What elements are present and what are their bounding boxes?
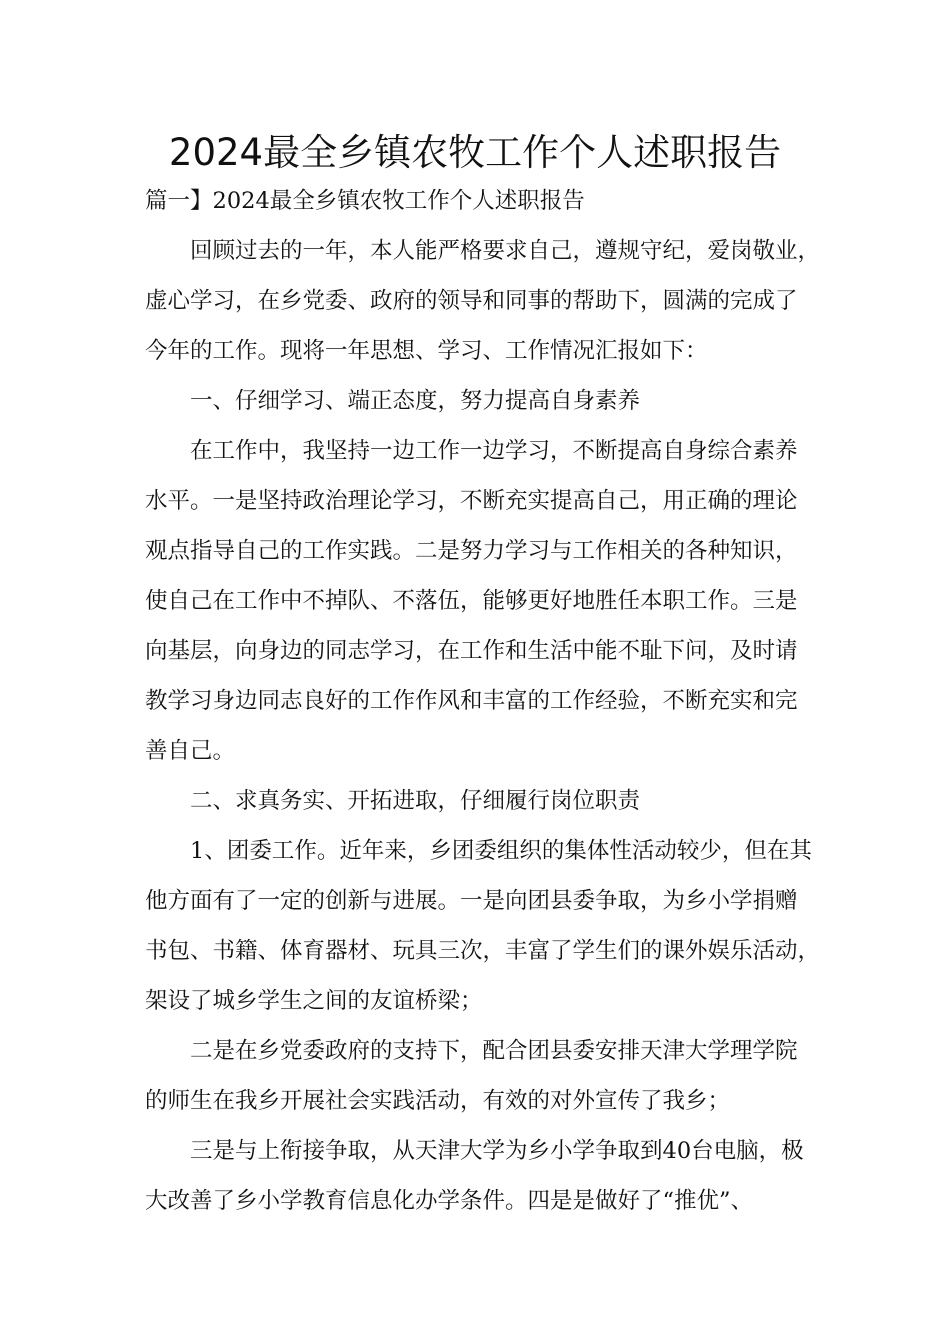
paragraph-line: 大改善了乡小学教育信息化办学条件。四是是做好了“推优”、 [145, 1188, 754, 1214]
section-heading: 一、仔细学习、端正态度，努力提高自身素养 [190, 388, 641, 414]
paragraph-line: 向基层，向身边的同志学习，在工作和生活中能不耻下问，及时请 [145, 638, 798, 664]
paragraph-line: 善自己。 [145, 738, 236, 764]
document-title: 2024最全乡镇农牧工作个人述职报告 [168, 131, 782, 174]
paragraph-line: 观点指导自己的工作实践。二是努力学习与工作相关的各种知识， [145, 538, 798, 564]
document-subtitle: 篇一】2024最全乡镇农牧工作个人述职报告 [145, 188, 585, 214]
paragraph-line: 1、团委工作。近年来，乡团委组织的集体性活动较少，但在其 [190, 838, 812, 864]
paragraph-line: 水平。一是坚持政治理论学习，不断充实提高自己，用正确的理论 [145, 488, 798, 514]
paragraph-line: 的师生在我乡开展社会实践活动，有效的对外宣传了我乡； [145, 1088, 731, 1114]
paragraph-line: 使自己在工作中不掉队、不落伍，能够更好地胜任本职工作。三是 [145, 588, 798, 614]
paragraph-line: 虚心学习，在乡党委、政府的领导和同事的帮助下，圆满的完成了 [145, 288, 798, 314]
section-heading: 二、求真务实、开拓进取，仔细履行岗位职责 [190, 788, 641, 814]
paragraph-line: 在工作中，我坚持一边工作一边学习，不断提高自身综合素养 [190, 438, 798, 464]
paragraph-line: 书包、书籍、体育器材、玩具三次，丰富了学生们的课外娱乐活动， [145, 938, 821, 964]
paragraph-line: 架设了城乡学生之间的友谊桥梁； [145, 988, 483, 1014]
paragraph-line: 二是在乡党委政府的支持下，配合团县委安排天津大学理学院 [190, 1038, 798, 1064]
paragraph-line: 三是与上衔接争取，从天津大学为乡小学争取到40台电脑，极 [190, 1138, 804, 1164]
paragraph-line: 他方面有了一定的创新与进展。一是向团县委争取，为乡小学捐赠 [145, 888, 798, 914]
paragraph-line: 教学习身边同志良好的工作作风和丰富的工作经验，不断充实和完 [145, 688, 798, 714]
paragraph-line: 今年的工作。现将一年思想、学习、工作情况汇报如下： [145, 338, 708, 364]
paragraph-line: 回顾过去的一年，本人能严格要求自己，遵规守纪，爱岗敬业， [190, 238, 821, 264]
